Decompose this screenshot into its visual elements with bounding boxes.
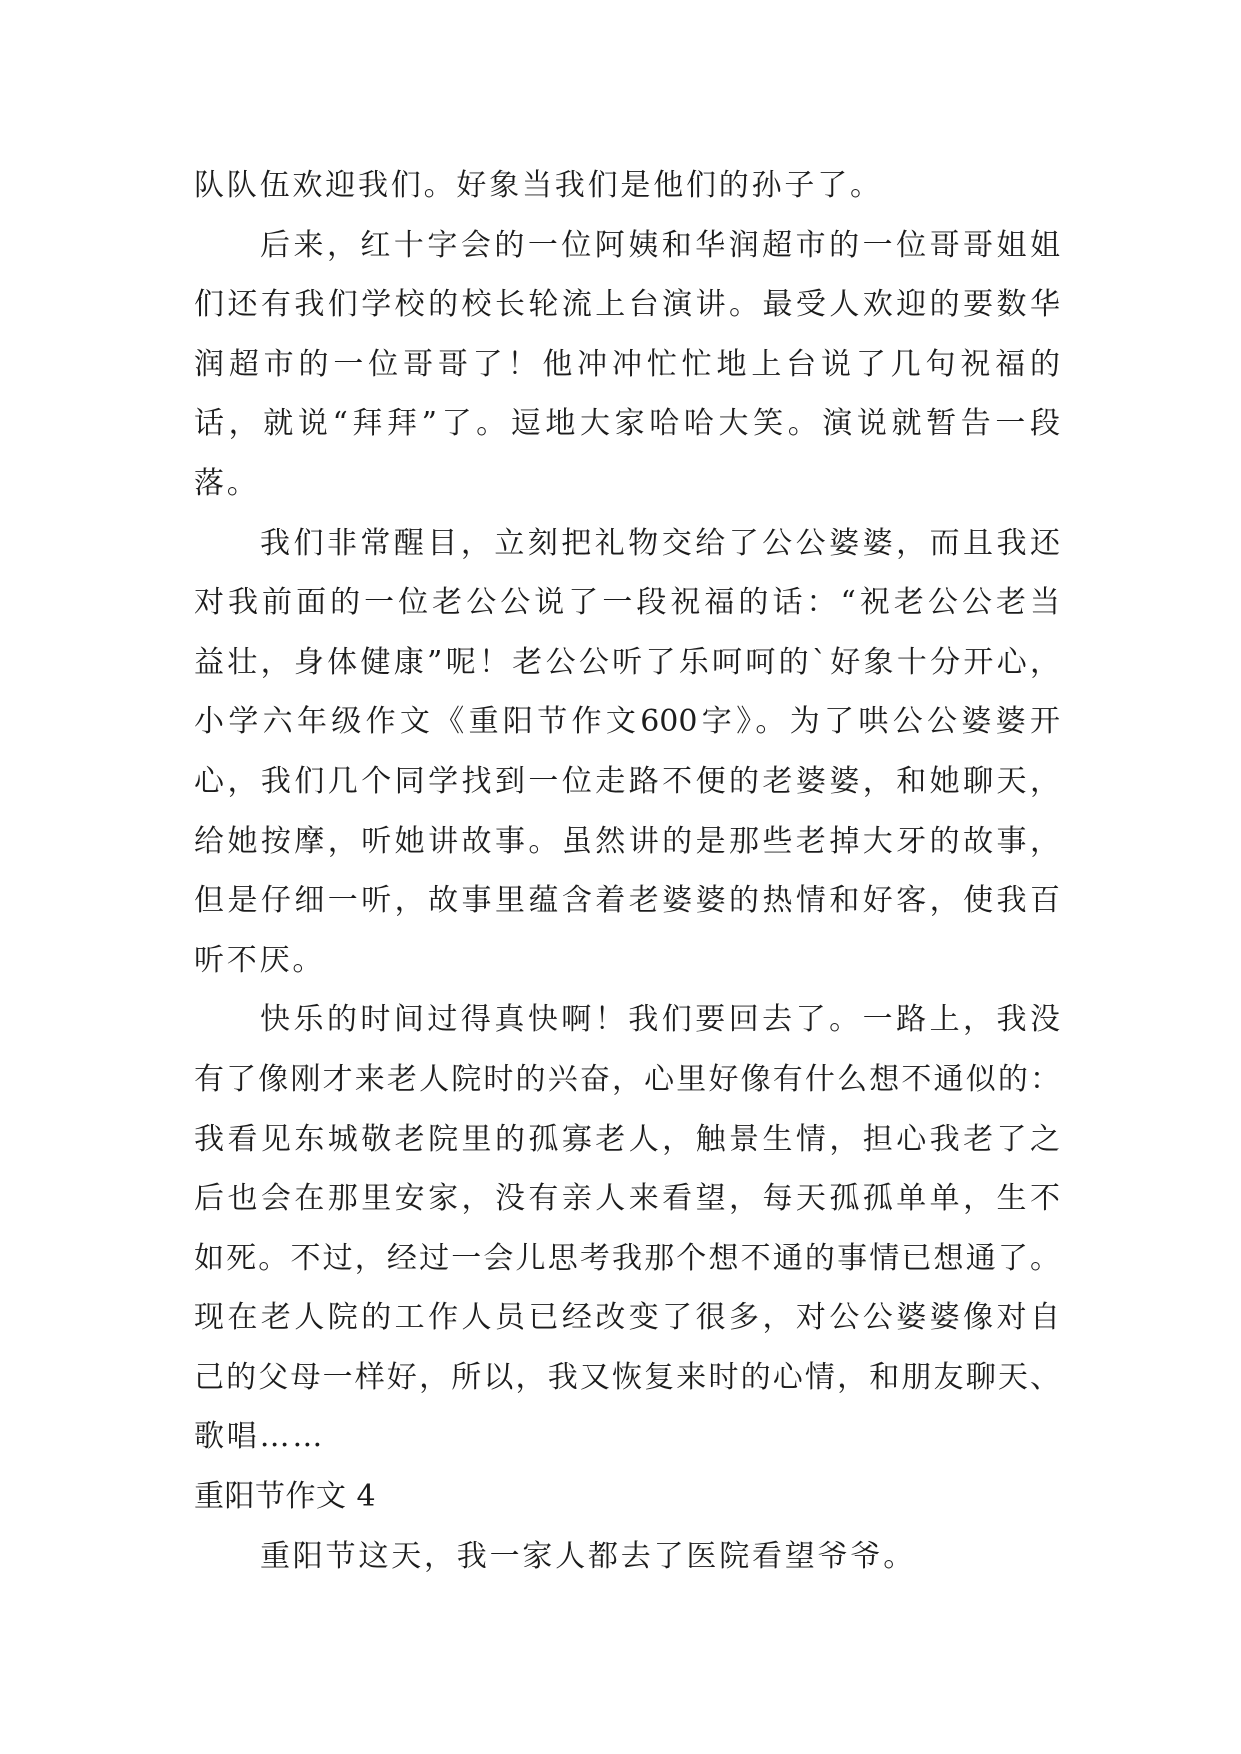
document-body — [194, 156, 1060, 1586]
text-line: 重阳节这天，我一家人都去了医院看望爷爷。 — [260, 1538, 916, 1574]
text-line: 如死。不过，经过一会儿思考我那个想不通的事情已想通了。 — [194, 1240, 1060, 1276]
text-line: 落。 — [194, 465, 260, 501]
article-heading: 重阳节作文 4 — [194, 1479, 377, 1515]
paragraph — [194, 514, 1060, 991]
text-line: 歌唱…… — [194, 1419, 326, 1455]
text-line: 给她按摩，听她讲故事。虽然讲的是那些老掉大牙的故事， — [194, 823, 1060, 859]
paragraph — [194, 990, 1060, 1467]
text-line: 后来，红十字会的一位阿姨和华润超市的一位哥哥姐姐 — [260, 227, 1060, 263]
text-line: 我看见东城敬老院里的孤寡老人，触景生情，担心我老了之 — [194, 1121, 1060, 1157]
text-line: 现在老人院的工作人员已经改变了很多，对公公婆婆像对自 — [194, 1300, 1060, 1336]
text-line: 心，我们几个同学找到一位走路不便的老婆婆，和她聊天， — [194, 763, 1060, 799]
text-line: 对我前面的一位老公公说了一段祝福的话：“祝老公公老当 — [194, 585, 1060, 621]
text-line: 听不厌。 — [194, 942, 326, 978]
text-line: 但是仔细一听，故事里蕴含着老婆婆的热情和好客，使我百 — [194, 883, 1060, 919]
text-line: 益壮，身体健康”呢！老公公听了乐呵呵的`好象十分开心， — [194, 644, 1060, 680]
text-line: 己的父母一样好，所以，我又恢复来时的心情，和朋友聊天、 — [194, 1359, 1060, 1395]
text-line: 们还有我们学校的校长轮流上台演讲。最受人欢迎的要数华 — [194, 287, 1060, 323]
text-line: 队队伍欢迎我们。好象当我们是他们的孙子了。 — [194, 168, 883, 203]
paragraph — [194, 1527, 1060, 1587]
text-line: 小学六年级作文《重阳节作文600字》。为了哄公公婆婆开 — [194, 704, 1060, 740]
paragraph — [194, 156, 1060, 216]
text-line: 后也会在那里安家，没有亲人来看望，每天孤孤单单，生不 — [194, 1181, 1060, 1217]
text-line: 有了像刚才来老人院时的兴奋，心里好像有什么想不通似的： — [194, 1061, 1060, 1097]
text-line: 润超市的一位哥哥了！他冲冲忙忙地上台说了几句祝福的 — [194, 346, 1060, 382]
text-line: 话，就说“拜拜”了。逗地大家哈哈大笑。演说就暂告一段 — [194, 406, 1060, 442]
text-line: 我们非常醒目，立刻把礼物交给了公公婆婆，而且我还 — [260, 525, 1060, 561]
text-line: 快乐的时间过得真快啊！我们要回去了。一路上，我没 — [260, 1002, 1060, 1038]
paragraph — [194, 216, 1060, 514]
